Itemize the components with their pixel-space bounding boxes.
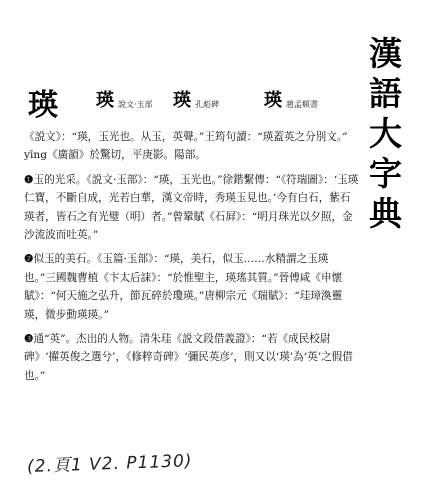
- sense-number: ❶: [24, 173, 34, 186]
- dictionary-title: 漢語大字典: [364, 36, 403, 236]
- seal-caption: 孔彪碑: [195, 100, 219, 109]
- entry-body: [24, 128, 360, 385]
- sense-number: ❷: [24, 253, 34, 266]
- seal-glyph: 瑛: [173, 90, 191, 111]
- sense-3: [24, 330, 360, 385]
- seal-caption: 說文·玉部: [118, 100, 153, 109]
- handwritten-citation: (2.頁1 V2. P1130): [26, 451, 193, 477]
- entry-pronunciation: yīng《廣韻》於驚切，平庚影。陽部。: [24, 149, 206, 162]
- sense-text: 似玉的美石。《玉篇·玉部》：“瑛，美石，似玉……水精謂之玉瑛也。”三國魏曹植《卞太后誄》：“於惟聖主，瑛瑤其質。”晉傅咸《申懷賦》：“何天施之弘升，節瓦碎於瓊瑛。”唐柳宗元《瑞賦》：“珪璋渙靈瑛，微步動瑛瑛。”: [24, 253, 343, 321]
- head-character: 瑛: [28, 88, 58, 123]
- seal-form-kongbiao: [173, 92, 219, 110]
- seal-glyph: 瑛: [96, 90, 114, 111]
- seal-glyph: 瑛: [264, 90, 282, 111]
- sense-text: 通“英”。杰出的人物。清朱珪《説文段借義證》：“若《成民校尉碑》‘擢英俊之選兮’，《修粹奇碑》‘彌民英彦’，則又以‘瑛’為‘英’之假借也。”: [24, 333, 353, 382]
- sense-number: ❸: [24, 333, 34, 346]
- seal-form-shuowen: [96, 92, 153, 110]
- seal-form-zhao: [264, 92, 318, 110]
- entry-heading: [28, 80, 358, 123]
- sense-2: [24, 250, 360, 324]
- seal-caption: 趙孟頫書: [286, 100, 318, 109]
- entry-intro: 《説文》：“瑛，玉光也。从玉，英聲。”王筠句讀：“瑛蓋英之分別文。”: [24, 131, 348, 143]
- sense-text: 玉的光采。《説文·玉部》：“瑛，玉光也。”徐鍇繫傳：“《符瑞圖》：‘玉瑛仁寶，不斷自成，光若白華，漢文帝時，秀瑛玉見也。’今有白石，紫石瑛者，皆石之有光璧（明）者。”曾鞏賦《石屛》：“明月珠光以夕照，金沙流波而吐英。”: [24, 173, 359, 242]
- sense-1: [24, 171, 360, 245]
